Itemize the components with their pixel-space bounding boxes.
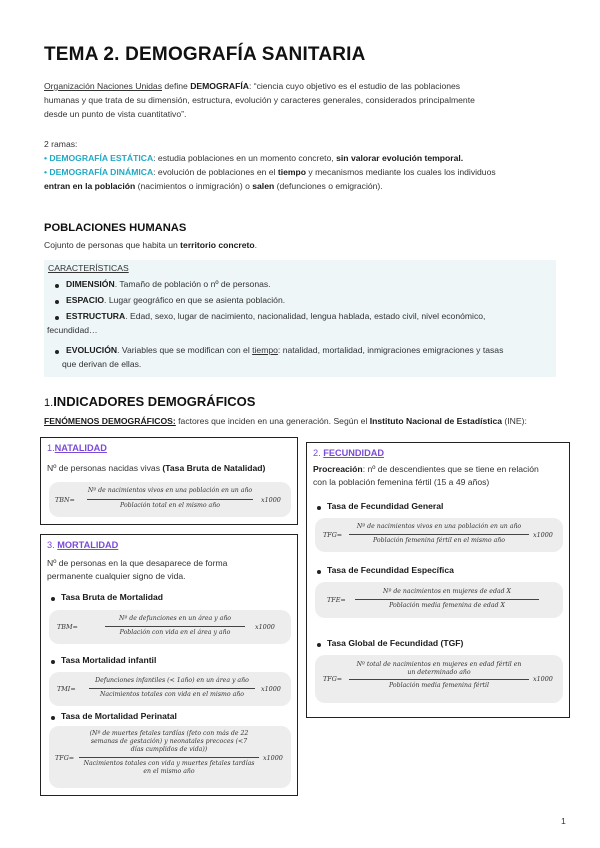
intro-line-3: desde un punto de vista cuantitativo”. [44,109,187,119]
tasa-fecundidad-especifica-title: Tasa de Fecundidad Específica [327,565,454,575]
poblaciones-definition: Cojunto de personas que habita un territorio concreto. [44,240,258,250]
tasa-mortalidad-infantil-title: Tasa Mortalidad infantil [61,655,157,665]
natalidad-formula: TBN= Nº de nacimientos vivos en una población en un año Población total en el mismo año x1000 [49,482,291,517]
tasa-mortalidad-perinatal-title: Tasa de Mortalidad Perinatal [61,711,177,721]
mortalidad-desc-1: Nº de personas en la que desaparece de forma [47,558,228,568]
rama-estatica: • DEMOGRAFÍA ESTÁTICA: estudia poblaciones en un momento concreto, sin valorar evolución temporal. [44,153,464,163]
tasa-bruta-mortalidad-title: Tasa Bruta de Mortalidad [61,592,164,602]
bullet-icon [51,660,55,664]
demografia-term: DEMOGRAFÍA [190,81,249,91]
rama-dinamica-cont: entran en la población (nacimientos o inmigración) o salen (defunciones o emigración). [44,181,383,191]
perinatal-formula: TFG= (Nº de muertes fetales tardías (feto con más de 22 semanas de gestación) y neonatales precoces (<7 días cumplidos de vida)) Nacimientos totales con vida y muertes fetales tardías en el mismo año x1000 [49,726,291,788]
fecundidad-title: 2. FECUNDIDAD [313,448,384,458]
fecundidad-desc-2: con la población femenina fértil (15 a 49 años) [313,477,490,487]
caracteristicas-header: CARACTERÍSTICAS [48,263,129,273]
mortalidad-title: 3. MORTALIDAD [47,540,119,550]
fecundidad-desc-1: Procreación: nº de descendientes que se tiene en relación [313,464,539,474]
bullet-icon [55,316,59,320]
char-item-estructura-cont: fecundidad… [47,325,98,335]
org-link-text: Organización Naciones Unidas [44,81,162,91]
ramas-label: 2 ramas: [44,139,78,149]
tasa-global-fecundidad-title: Tasa Global de Fecundidad (TGF) [327,638,464,648]
bullet-icon [55,300,59,304]
tfe-formula: TFE= Nº de nacimientos en mujeres de edad X Población media femenina de edad X [315,582,563,618]
tasa-fecundidad-general-title: Tasa de Fecundidad General [327,501,444,511]
intro-line-1: Organización Naciones Unidas define DEMOGRAFÍA: “ciencia cuyo objetivo es el estudio de las poblaciones [44,81,461,91]
bullet-icon [317,643,321,647]
char-item-evolucion-cont: que derivan de ellas. [62,359,142,369]
bullet-icon [51,597,55,601]
tfg-formula: TFG= Nº de nacimientos vivos en una población en un año Población femenina fértil en el mismo año x1000 [315,518,563,552]
rama-dinamica: • DEMOGRAFÍA DINÁMICA: evolución de poblaciones en el tiempo y mecanismos mediante los cuales los individuos [44,167,496,177]
tgf-formula: TFG= Nº total de nacimientos en mujeres en edad fértil en un determinado año Población media femenina fértil x1000 [315,655,563,703]
indicadores-heading: 1.INDICADORES DEMOGRÁFICOS [44,394,256,409]
mortalidad-desc-2: permanente cualquier signo de vida. [47,571,186,581]
page-number: 1 [561,816,566,826]
bullet-icon [317,506,321,510]
natalidad-title: 1.NATALIDAD [47,443,107,453]
char-item-evolucion: EVOLUCIÓN. Variables que se modifican con el tiempo: natalidad, mortalidad, inmigraciones emigraciones y tasas [66,345,504,355]
bullet-icon [55,350,59,354]
natalidad-box [40,437,298,525]
bullet-icon [317,570,321,574]
intro-line-2: humanas y que trata de su dimensión, estructura, evolución y caracteres generales, considerados principalmente [44,95,475,105]
page-title: TEMA 2. DEMOGRAFÍA SANITARIA [44,44,366,65]
char-item-dimension: DIMENSIÓN. Tamaño de población o nº de personas. [66,279,271,289]
fecundidad-box [306,442,570,718]
fenomenos-line: FENÓMENOS DEMOGRÁFICOS: factores que inciden en una generación. Según el Instituto Nacional de Estadística (INE): [44,416,527,426]
tmi-formula: TMI= Defunciones infantiles (< 1año) en un área y año Nacimientos totales con vida en el mismo año x1000 [49,672,291,706]
mortalidad-box [40,534,298,796]
natalidad-desc: Nº de personas nacidas vivas (Tasa Bruta de Natalidad) [47,463,266,473]
char-item-espacio: ESPACIO. Lugar geográfico en que se asienta población. [66,295,286,305]
bullet-icon [55,284,59,288]
char-item-estructura: ESTRUCTURA. Edad, sexo, lugar de nacimiento, nacionalidad, lengua hablada, estado civil, nivel económico, [66,311,486,321]
tbm-formula: TBM= Nº de defunciones en un área y año Población con vida en el área y año x1000 [49,610,291,644]
poblaciones-heading: POBLACIONES HUMANAS [44,222,187,234]
bullet-icon [51,716,55,720]
